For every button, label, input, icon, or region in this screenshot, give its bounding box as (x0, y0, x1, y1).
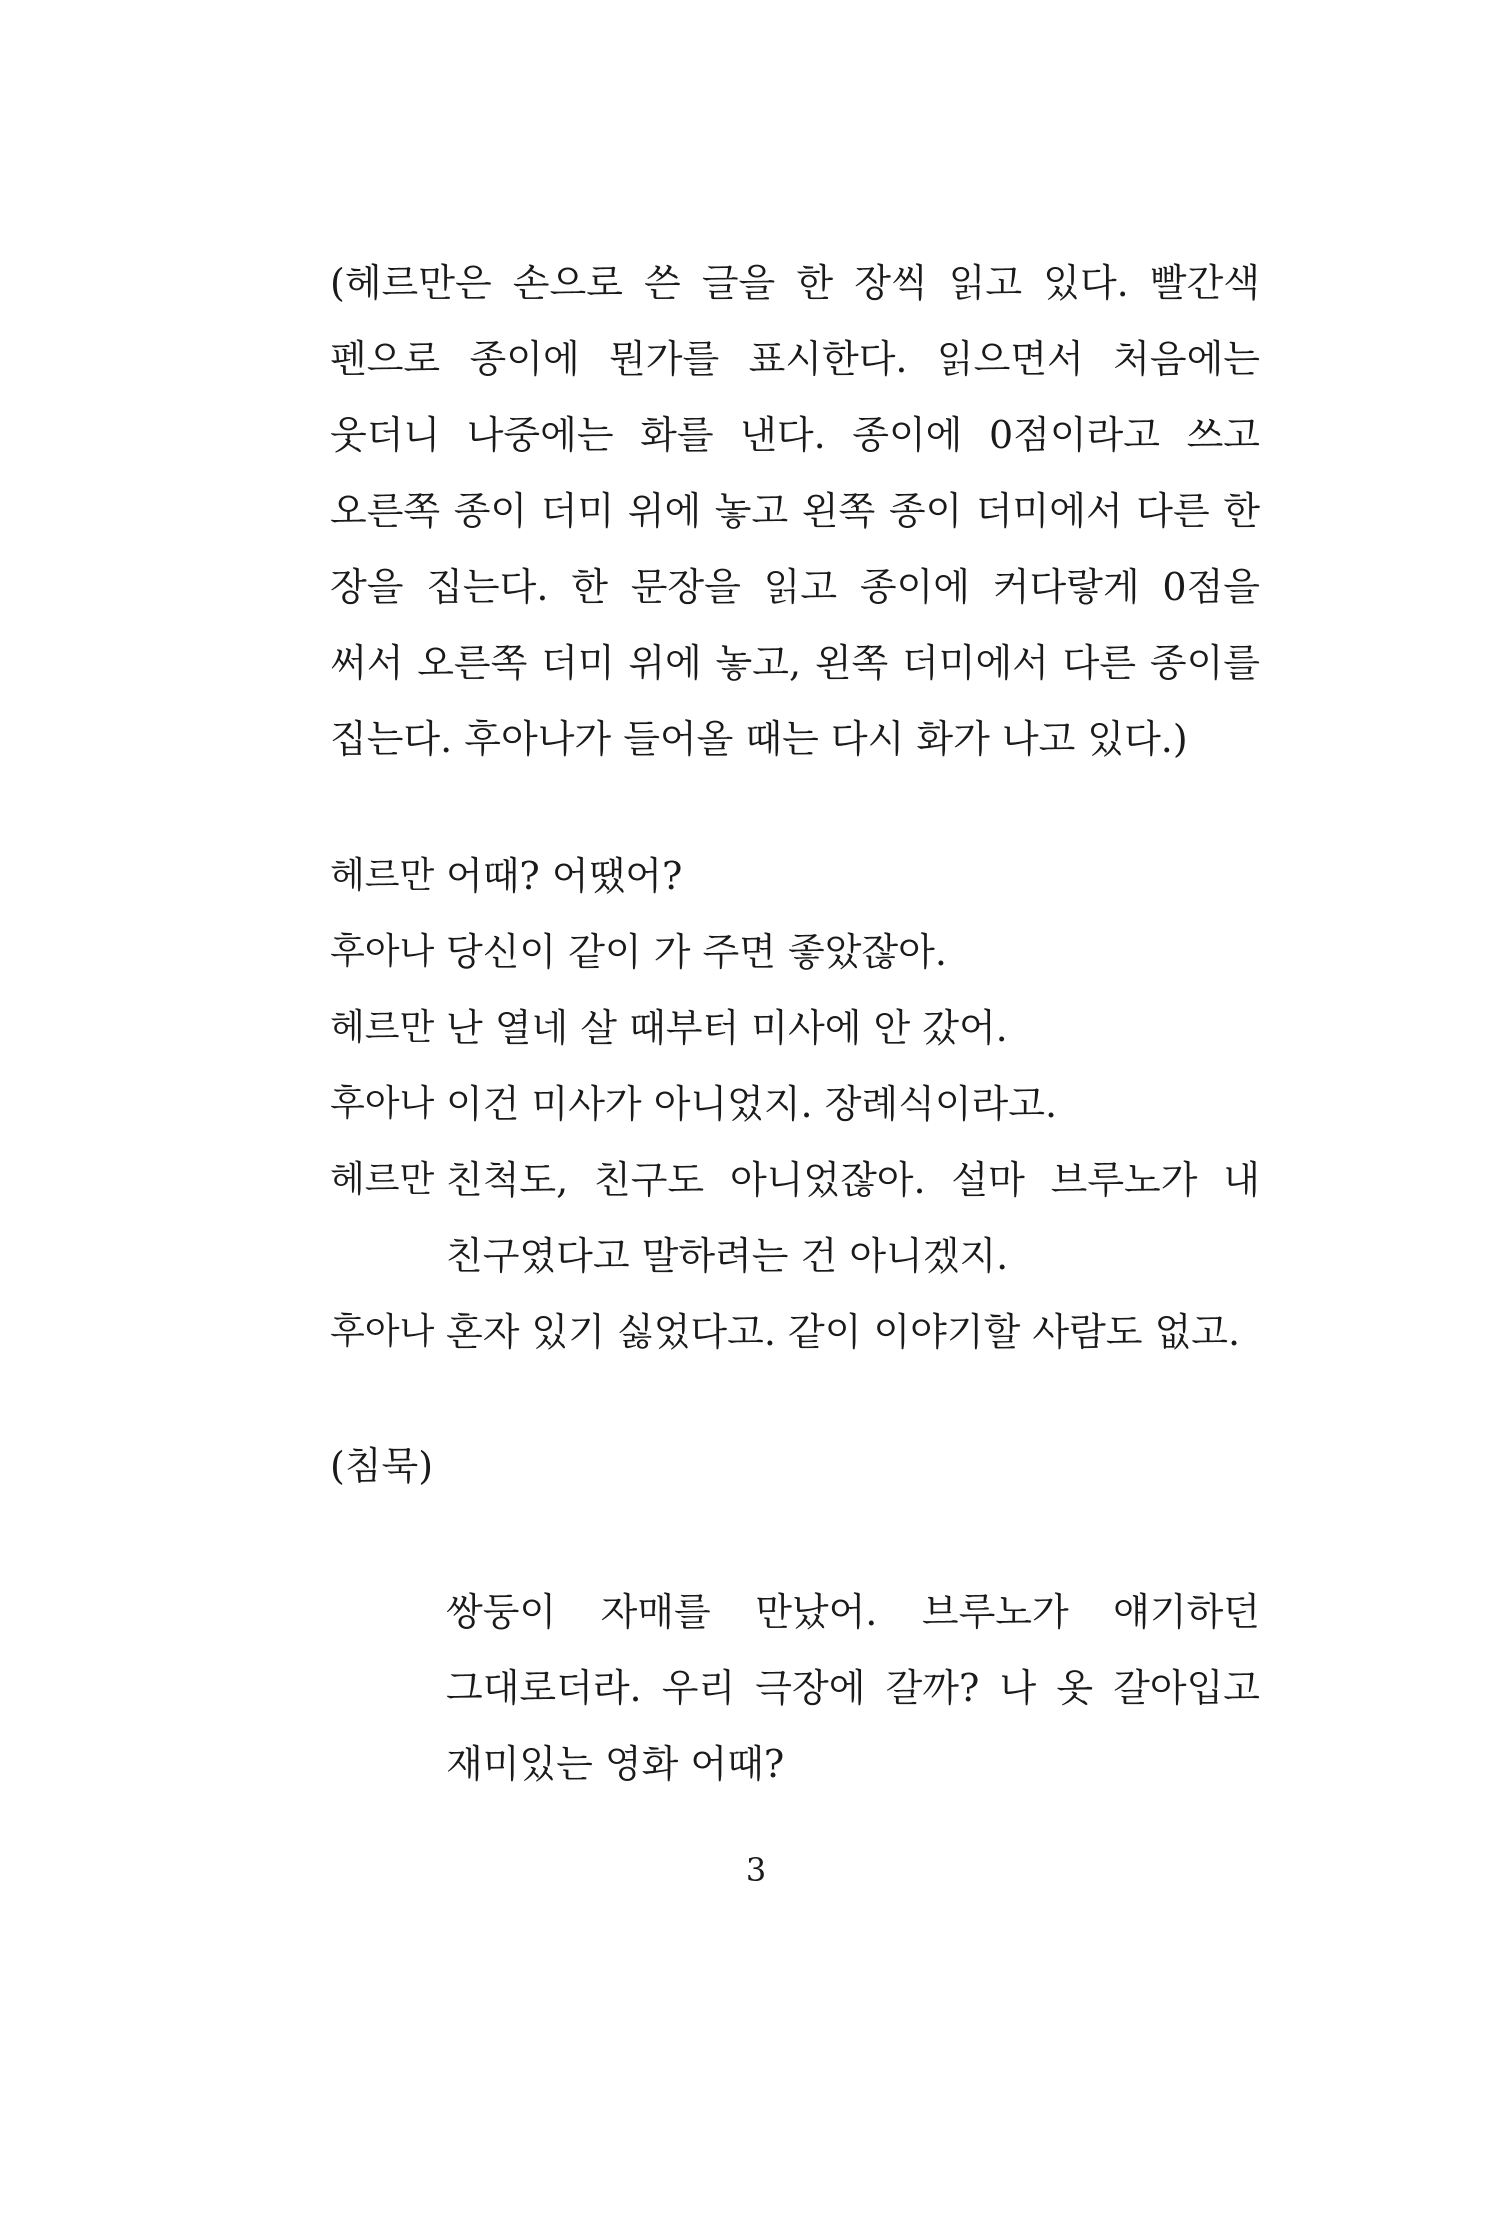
dialogue-line (330, 990, 1260, 1066)
dialogue-line (330, 1142, 1260, 1294)
speech-text: 어때? 어땠어? (446, 854, 683, 898)
speaker-name: 후아나 (330, 1083, 435, 1124)
dialogue-line (330, 1294, 1260, 1370)
speaker-name: 후아나 (330, 931, 435, 972)
speaker-name: 헤르만 (330, 1159, 435, 1200)
dialogue-line (330, 1066, 1260, 1142)
speaker-name: 헤르만 (330, 855, 435, 896)
speech-text: 난 열네 살 때부터 미사에 안 갔어. (446, 1006, 1008, 1050)
continued-speech: 쌍둥이 자매를 만났어. 브루노가 얘기하던 그대로더라. 우리 극장에 갈까? 나 옷 갈아입고 재미있는 영화 어때? (446, 1590, 1260, 1786)
speech-text: 친척도, 친구도 아니었잖아. 설마 브루노가 내 친구였다고 말하려는 건 아니겠지. (446, 1158, 1260, 1278)
dialogue-line (330, 914, 1260, 990)
speech-text: 혼자 있기 싫었다고. 같이 이야기할 사람도 없고. (446, 1310, 1241, 1354)
page-number: 3 (745, 1851, 767, 1889)
speaker-name: 헤르만 (330, 1007, 435, 1048)
stage-direction-opening: (헤르만은 손으로 쓴 글을 한 장씩 읽고 있다. 빨간색 펜으로 종이에 뭔가를 표시한다. 읽으면서 처음에는 웃더니 나중에는 화를 낸다. 종이에 0점이라고 쓰고 오른쪽 종이 더미 위에 놓고 왼쪽 종이 더미에서 다른 한 장을 집는다. 한 문장을 읽고 종이에 커다랗게 0점을 써서 오른쪽 더미 위에 놓고, 왼쪽 더미에서 다른 종이를 집는다. 후아나가 들어올 때는 다시 화가 나고 있다.) (330, 261, 1260, 761)
speech-text: 이건 미사가 아니었지. 장례식이라고. (446, 1082, 1058, 1126)
dialogue-block (330, 838, 1260, 1370)
stage-direction-silence: (침묵) (330, 1444, 434, 1488)
dialogue-line (330, 838, 1260, 914)
speaker-name: 후아나 (330, 1311, 435, 1352)
speech-text: 당신이 같이 가 주면 좋았잖아. (446, 930, 947, 974)
